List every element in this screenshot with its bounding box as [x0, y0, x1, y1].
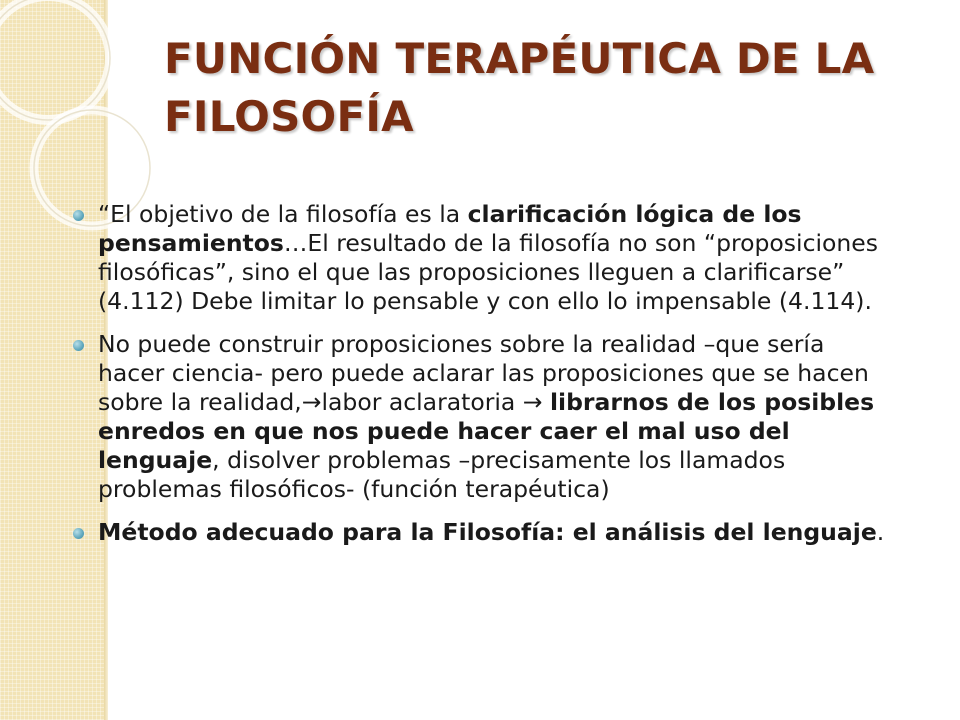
bullet-dot-icon [73, 528, 84, 539]
bullet-1-text-c: …El resultado de la filosofía no son “proposiciones filosóficas”, sino el que las proposiciones lleguen a clarificarse” (4.112) Debe limitar lo pensable y con ello lo impensable (4.114). [98, 229, 878, 315]
bullet-3-text-b: . [876, 518, 885, 546]
bullet-list [68, 200, 888, 561]
bullet-dot-icon [73, 340, 84, 351]
slide-title: FUNCIÓN TERAPÉUTICA DE LA FILOSOFÍA [164, 34, 875, 141]
bullet-3-text-a: Método adecuado para la Filosofía: el análisis del lenguaje [98, 518, 877, 546]
bullet-2-text-c: , disolver problemas –precisamente los llamados problemas filosóficos- (función terapéutica) [98, 446, 786, 503]
bullet-item-2 [68, 330, 888, 504]
bullet-1-text-a: “El objetivo de la filosofía es la [98, 200, 468, 228]
bullet-item-3 [68, 518, 888, 547]
bullet-2-text-a: No puede construir proposiciones sobre la realidad –que sería hacer ciencia- pero puede aclarar las proposiciones que se hacen sobre la realidad,→labor aclaratoria → [98, 330, 869, 416]
bullet-item-1 [68, 200, 888, 316]
bullet-1-text-b: clarificación lógica de los pensamientos [98, 200, 802, 257]
ring-upper [0, 0, 110, 120]
bullet-dot-icon [73, 210, 84, 221]
bullet-2-text-b: librarnos de los posibles enredos en que nos puede hacer caer el mal uso del lenguaje [98, 388, 875, 474]
